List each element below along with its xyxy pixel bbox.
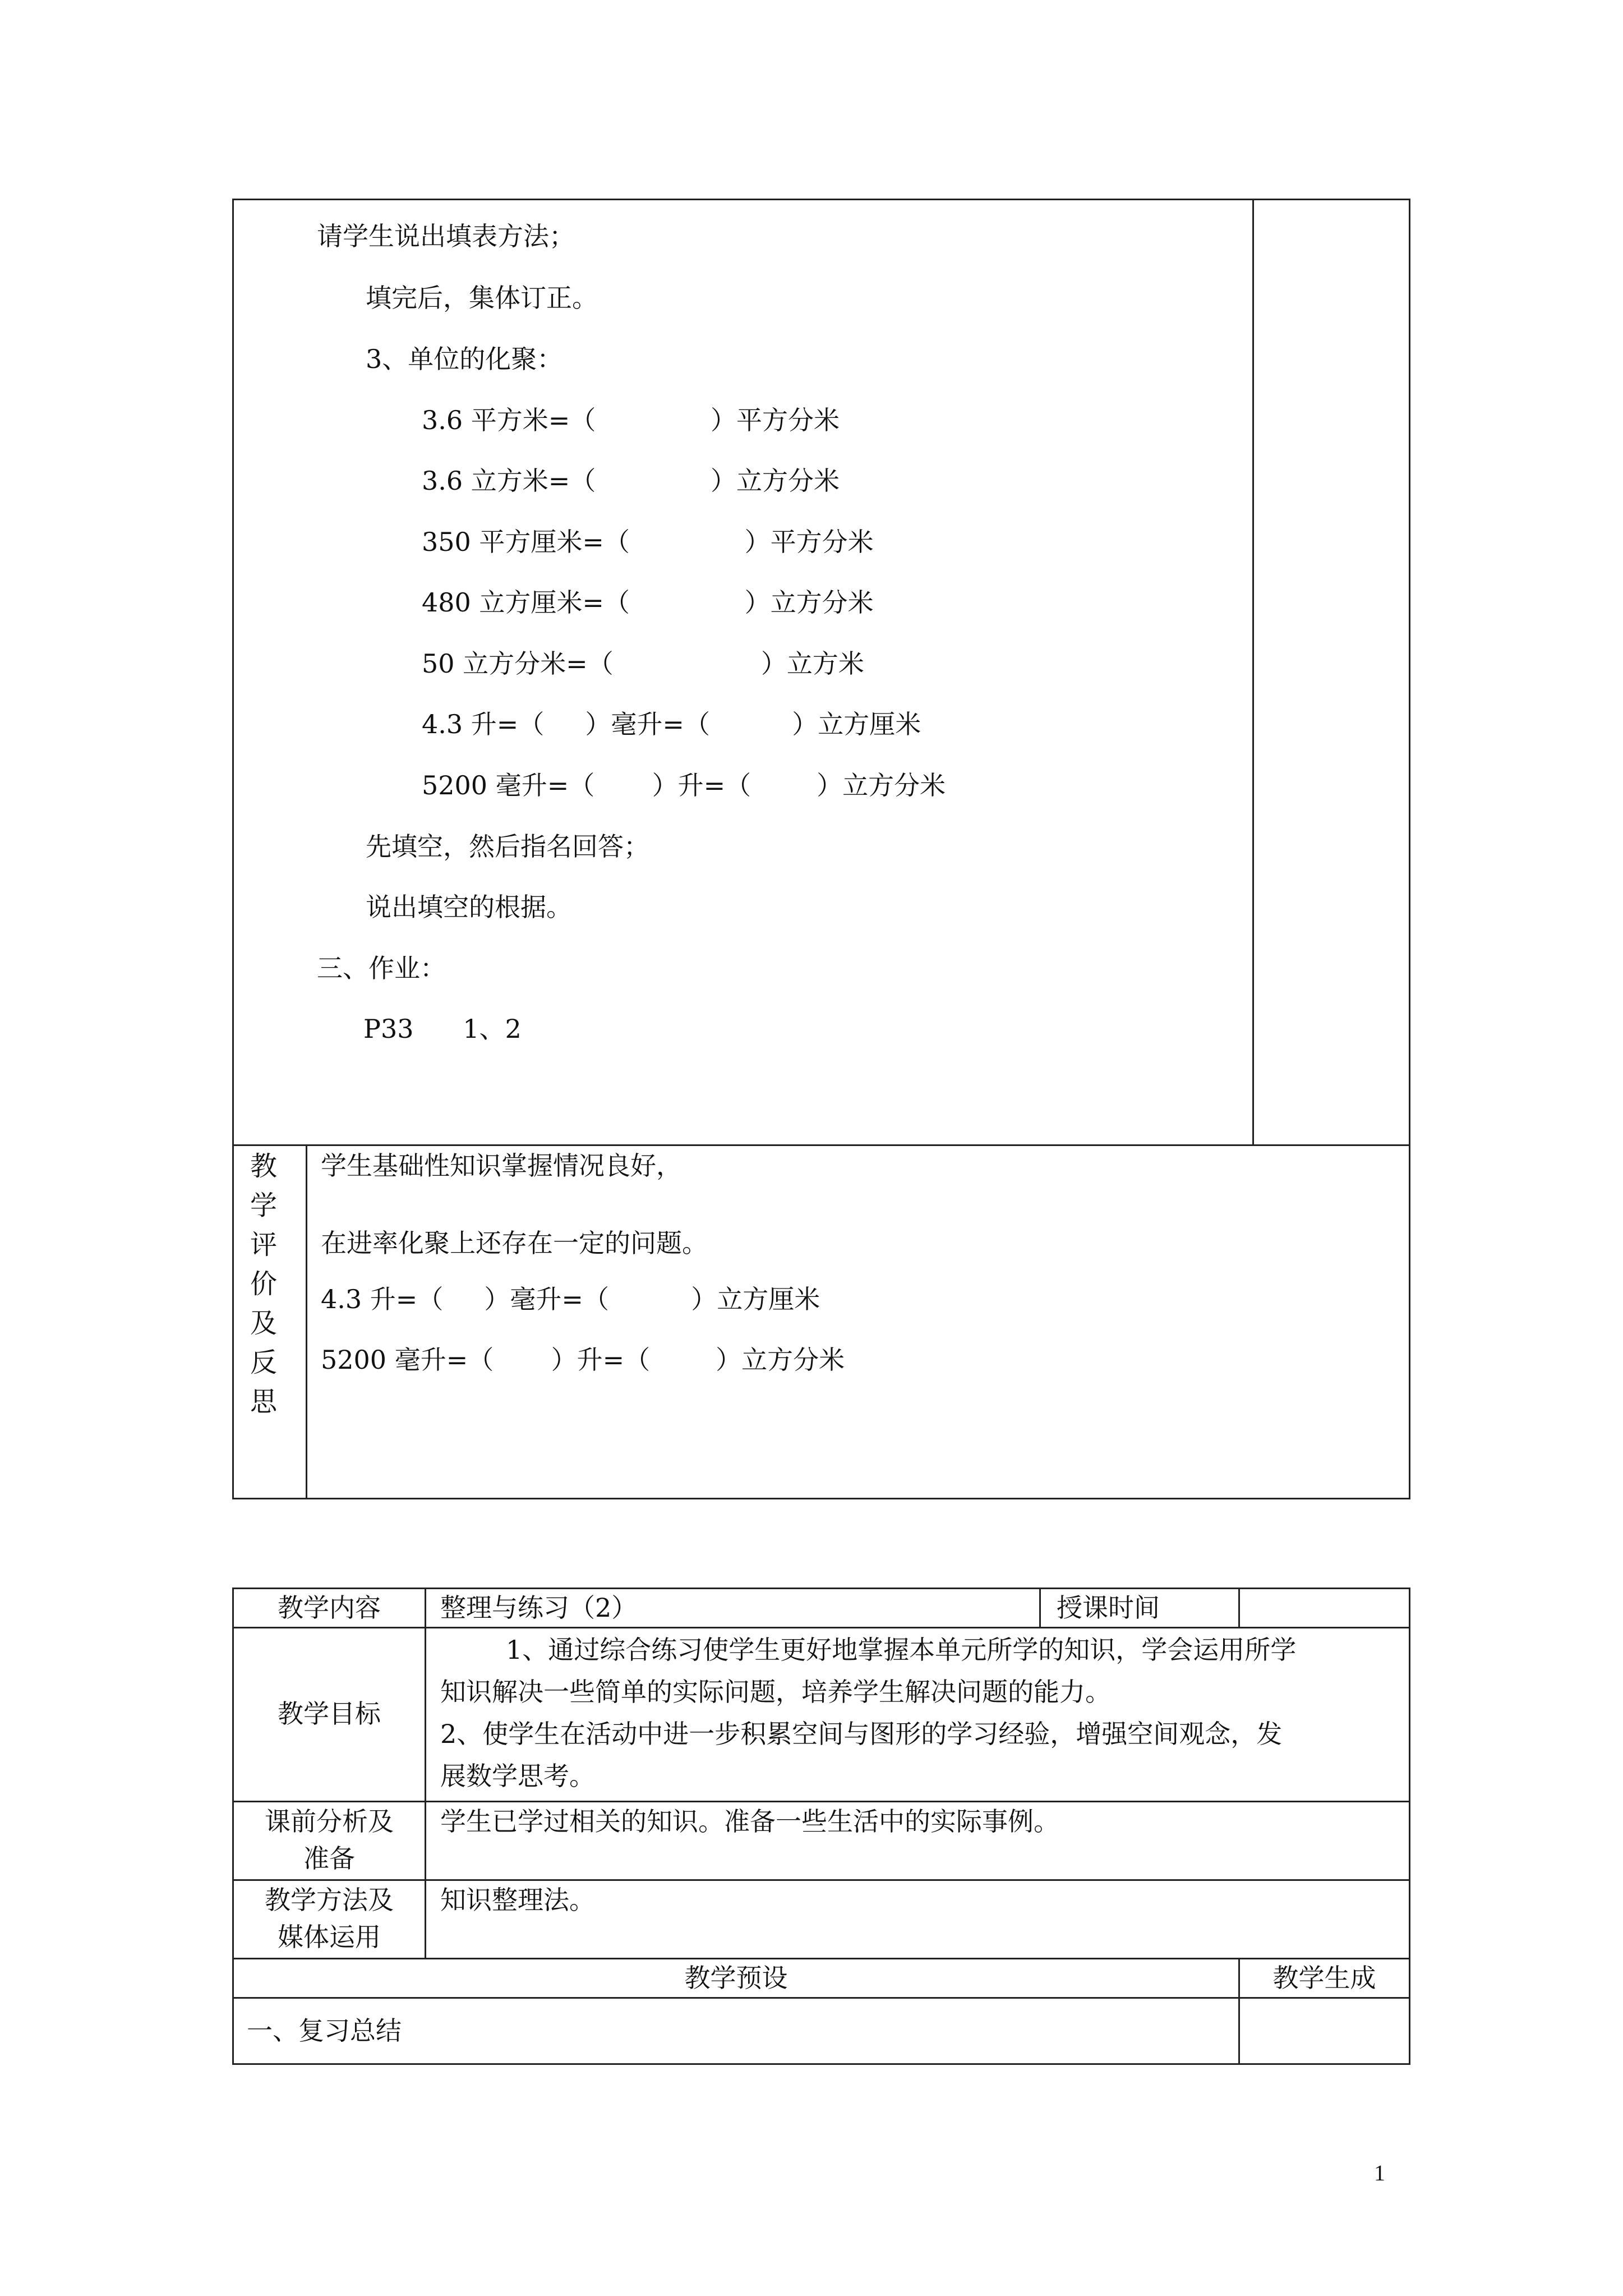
- method-label: 教学方法及: [265, 1885, 394, 1915]
- goal-line: 2、使学生在活动中进一步积累空间与图形的学习经验，增强空间观念，发: [440, 1719, 1283, 1749]
- reflection-label-char: 反: [250, 1347, 277, 1378]
- text-line: 3、单位的化聚：: [366, 344, 563, 374]
- exercise-line: 480 立方厘米=（ ）立方分米: [422, 587, 874, 618]
- method-value: 知识整理法。: [440, 1885, 595, 1915]
- homework-line: P33 1、2: [363, 1014, 522, 1044]
- time-label: 授课时间: [1057, 1593, 1160, 1623]
- review-heading: 一、复习总结: [247, 2016, 402, 2046]
- exercise-line: 350 平方厘米=（ ）平方分米: [422, 527, 874, 557]
- content-value: 整理与练习（2）: [440, 1593, 638, 1623]
- reflection-label-char: 思: [250, 1386, 277, 1418]
- exercise-line: 5200 毫升=（ ）升=（ ）立方分米: [422, 770, 946, 800]
- reflection-line: 学生基础性知识掌握情况良好，: [321, 1151, 682, 1181]
- reflection-line: 在进率化聚上还存在一定的问题。: [321, 1228, 708, 1258]
- exercise-line: 4.3 升=（ ）毫升=（ ）立方厘米: [422, 709, 921, 739]
- reflection-line: 5200 毫升=（ ）升=（ ）立方分米: [321, 1345, 845, 1375]
- prep-label: 准备: [303, 1843, 355, 1874]
- goal-line: 1、通过综合练习使学生更好地掌握本单元所学的知识，学会运用所学: [440, 1635, 1297, 1665]
- method-label: 媒体运用: [278, 1922, 381, 1952]
- reflection-line: 4.3 升=（ ）毫升=（ ）立方厘米: [321, 1284, 820, 1314]
- text-line: 说出填空的根据。: [366, 892, 572, 922]
- content-label: 教学内容: [278, 1593, 381, 1623]
- reflection-label-char: 学: [250, 1190, 277, 1221]
- exercise-line: 50 立方分米=（ ）立方米: [422, 648, 864, 679]
- reflection-label-char: 价: [250, 1268, 277, 1300]
- goal-line: 知识解决一些简单的实际问题，培养学生解决问题的能力。: [440, 1677, 1111, 1707]
- generate-header: 教学生成: [1272, 1963, 1376, 1993]
- exercise-line: 3.6 立方米=（ ）立方分米: [422, 466, 840, 496]
- section-heading: 三、作业：: [317, 953, 446, 983]
- prep-value: 学生已学过相关的知识。准备一些生活中的实际事例。: [440, 1806, 1059, 1837]
- exercise-line: 3.6 平方米=（ ）平方分米: [422, 405, 840, 435]
- text-line: 填完后，集体订正。: [366, 283, 598, 313]
- goal-line: 展数学思考。: [440, 1761, 595, 1791]
- prep-label: 课前分析及: [265, 1806, 394, 1837]
- reflection-label-char: 及: [250, 1308, 277, 1339]
- preset-header: 教学预设: [684, 1963, 788, 1993]
- text-line: 先填空，然后指名回答；: [366, 831, 649, 862]
- goal-label: 教学目标: [278, 1699, 381, 1729]
- text-line: 请学生说出填表方法；: [317, 221, 575, 251]
- page-number: 1: [1374, 2160, 1385, 2185]
- reflection-label-char: 评: [250, 1229, 277, 1260]
- reflection-label-char: 教: [250, 1151, 277, 1182]
